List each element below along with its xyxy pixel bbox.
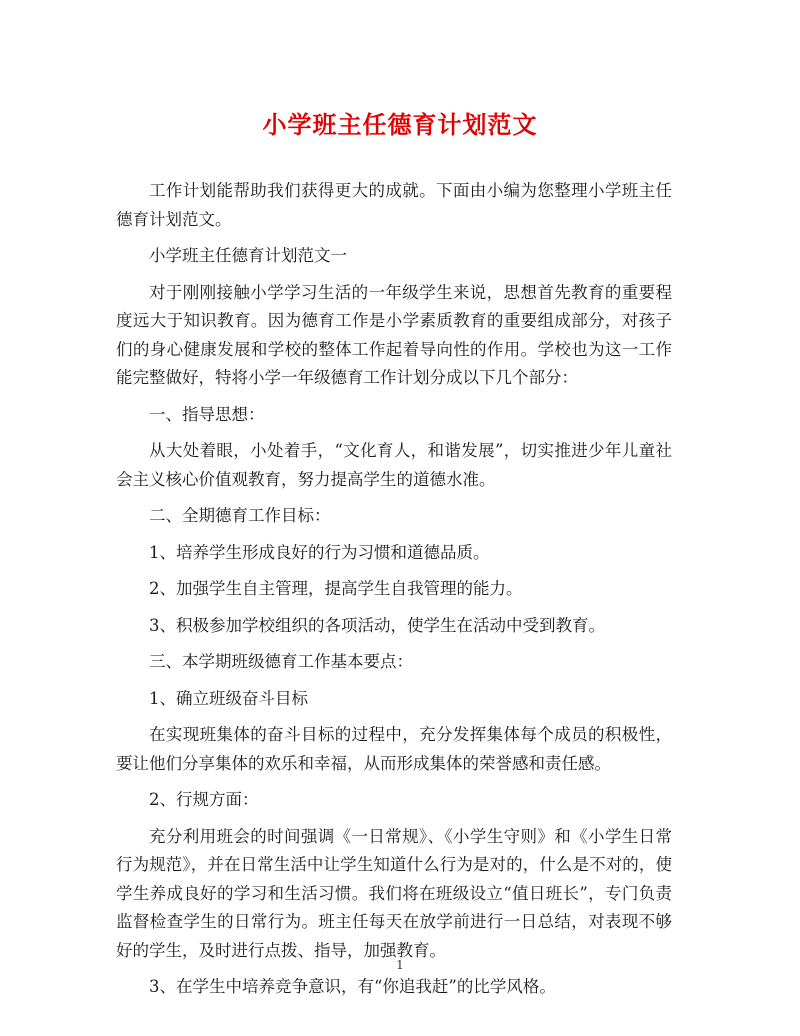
- section-heading-key-points: 三、本学期班级德育工作基本要点：: [149, 652, 413, 671]
- body-paragraph: 充分利用班会的时间强调《一日常规》、《小学生守则》和《小学生日常行为规范》，并在日常生活中让学生知道什么行为是对的，什么是不对的，使学生养成良好的学习和生活习惯。我们将在班级设立“值日班长”，专门负责监督检查学生的日常行为。班主任每天在放学前进行一日总结，对表现不够好的学生，及时进行点拨、指导，加强教育。: [116, 826, 672, 960]
- body-paragraph: 在实现班集体的奋斗目标的过程中，充分发挥集体每个成员的积极性，要让他们分享集体的欢乐和幸福，从而形成集体的荣誉感和责任感。: [116, 725, 672, 773]
- list-item: 1、培养学生形成良好的行为习惯和道德品质。: [149, 542, 490, 562]
- list-item: 2、加强学生自主管理，提高学生自我管理的能力。: [149, 579, 523, 598]
- list-item: 3、在学生中培养竞争意识，有“你追我赶”的比学风格。: [149, 977, 556, 996]
- intro-paragraph: 工作计划能帮助我们获得更大的成就。下面由小编为您整理小学班主任德育计划范文。: [116, 181, 672, 229]
- list-item: 3、积极参加学校组织的各项活动，使学生在活动中受到教育。: [149, 615, 605, 635]
- document-title: 小学班主任德育计划范文: [262, 110, 538, 139]
- section-heading-goals: 二、全期德育工作目标：: [149, 506, 331, 525]
- body-paragraph: 从大处着眼，小处着手，“文化育人，和谐发展”，切实推进少年儿童社会主义核心价值观教育，努力提高学生的道德水准。: [116, 441, 672, 489]
- document-body: [116, 177, 672, 1010]
- section-heading-guiding-ideology: 一、指导思想：: [149, 404, 265, 424]
- list-item: 1、确立班级奋斗目标: [149, 688, 308, 708]
- list-item: 2、行规方面：: [149, 790, 259, 809]
- section-heading-sample-one: 小学班主任德育计划范文一: [149, 246, 347, 265]
- body-paragraph: 对于刚刚接触小学学习生活的一年级学生来说，思想首先教育的重要程度远大于知识教育。因为德育工作是小学素质教育的重要组成部分，对孩子们的身心健康发展和学校的整体工作起着导向性的作用。学校也为这一工作能完整做好，特将小学一年级德育工作计划分成以下几个部分：: [116, 282, 672, 387]
- page-number: 1: [396, 958, 404, 972]
